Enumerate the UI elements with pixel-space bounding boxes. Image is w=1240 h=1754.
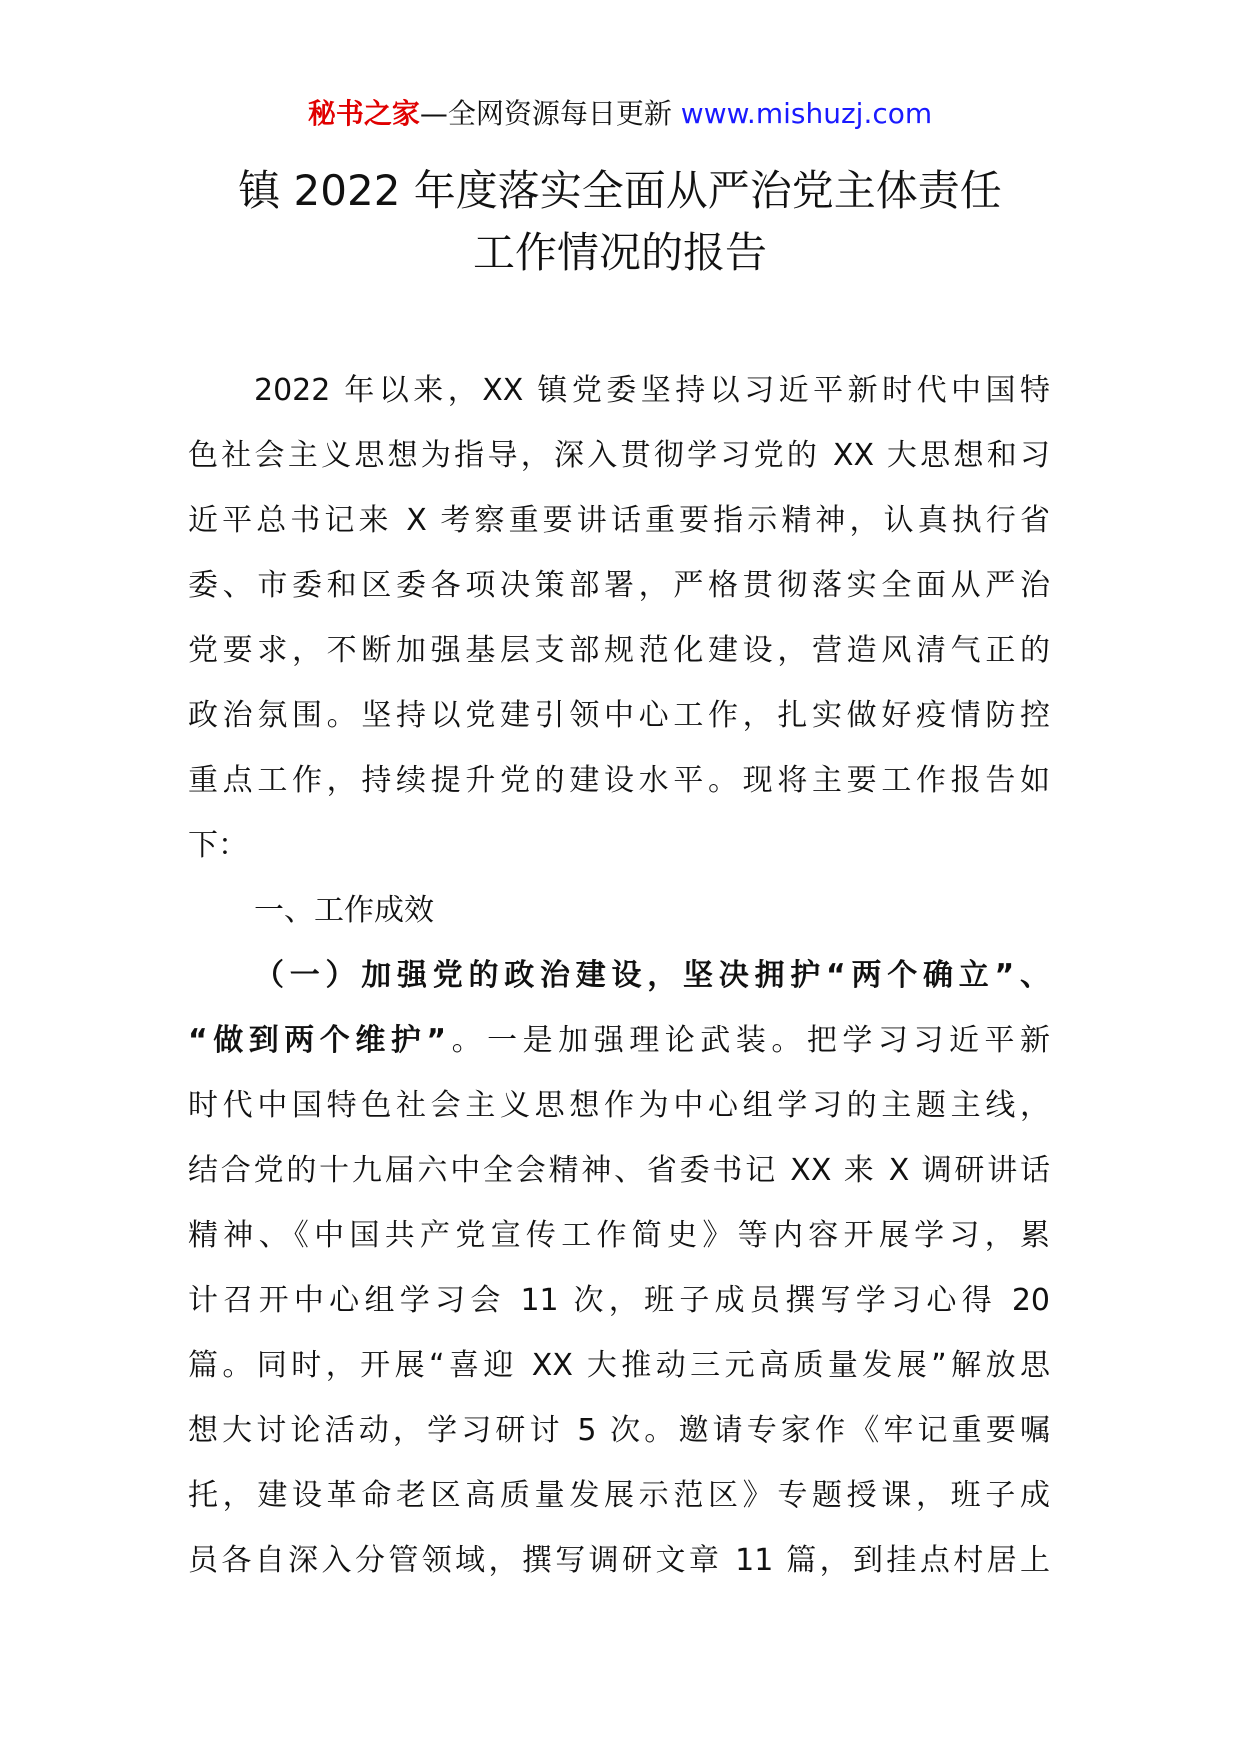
text-line: 时代中国特色社会主义思想作为中心组学习的主题主线， (188, 1088, 1050, 1123)
text-line: 精神、《中国共产党宣传工作简史》等内容开展学习，累 (188, 1218, 1050, 1253)
title-line-1: 镇 2022 年度落实全面从严治党主体责任 (238, 166, 1002, 215)
text-line: 结合党的十九届六中全会精神、省委书记 XX 来 X 调研讲话 (188, 1153, 1050, 1188)
text-line: 近平总书记来 X 考察重要讲话重要指示精神，认真执行省 (188, 503, 1050, 538)
text-line: 2022 年以来，XX 镇党委坚持以习近平新时代中国特 (254, 373, 1050, 408)
text-line-rest: 。一是加强理论武装。把学习习近平新 (446, 1023, 1050, 1058)
text-line: 重点工作，持续提升党的建设水平。现将主要工作报告如 (188, 763, 1050, 798)
text-line: 政治氛围。坚持以党建引领中心工作，扎实做好疫情防控 (188, 698, 1050, 733)
paragraph-political-building (188, 943, 1050, 1593)
site-url-link[interactable]: www.mishuzj.com (680, 97, 933, 130)
section-heading: 一、工作成效 (254, 893, 434, 928)
text-line: 党要求，不断加强基层支部规范化建设，营造风清气正的 (188, 633, 1050, 668)
title-line-2: 工作情况的报告 (472, 228, 767, 277)
text-line: 委、市委和区委各项决策部署，严格贯彻落实全面从严治 (188, 568, 1050, 603)
text-line: 色社会主义思想为指导，深入贯彻学习党的 XX 大思想和习 (188, 438, 1050, 473)
document-body (188, 358, 1050, 1593)
text-line: 员各自深入分管领域，撰写调研文章 11 篇，到挂点村居上 (188, 1543, 1050, 1578)
text-line (188, 1008, 1050, 1073)
paragraph-intro (188, 358, 1050, 878)
site-banner (0, 96, 1240, 132)
document-title (0, 160, 1240, 284)
text-line: 托，建设革命老区高质量发展示范区》专题授课，班子成 (188, 1478, 1050, 1513)
text-line: 篇。同时，开展“喜迎 XX 大推动三元高质量发展”解放思 (188, 1348, 1050, 1383)
subsection-heading-continued: “做到两个维护” (188, 1023, 447, 1058)
text-line: 计召开中心组学习会 11 次，班子成员撰写学习心得 20 (188, 1283, 1050, 1318)
text-line: 下： (188, 828, 248, 863)
text-line: 想大讨论活动，学习研讨 5 次。邀请专家作《牢记重要嘱 (188, 1413, 1050, 1448)
subsection-heading: （一）加强党的政治建设，坚决拥护“两个确立”、 (254, 958, 1050, 993)
banner-tagline: —全网资源每日更新 (419, 97, 672, 130)
brand-name: 秘书之家 (307, 97, 420, 130)
